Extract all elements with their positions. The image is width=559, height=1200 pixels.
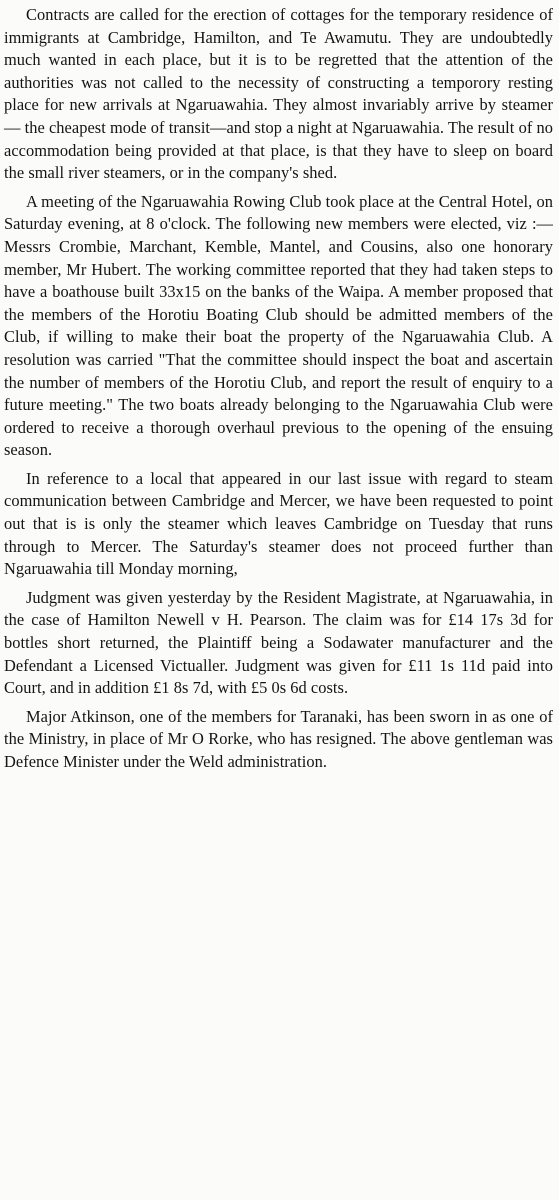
article-paragraph-judgment: Judgment was given yesterday by the Resident Magistrate, at Ngaruawahia, in the case of Hamilton Newell v H. Pearson. The claim was for £14 17s 3d for bottles short returned, the Plaintiff being a Sodawater manufacturer and the Defendant a Licensed Victualler. Judgment was given for £11 1s 11d paid into Court, and in addition £1 8s 7d, with £5 0s 6d costs. bbox=[4, 587, 553, 698]
article-paragraph-ministry: Major Atkinson, one of the members for Taranaki, has been sworn in as one of the Ministry, in place of Mr O Rorke, who has resigned. The above gentleman was Defence Minister under the Weld administration. bbox=[4, 706, 553, 771]
article-paragraph-rowing-club: A meeting of the Ngaruawahia Rowing Club took place at the Central Hotel, on Saturday evening, at 8 o'clock. The following new members were elected, viz :—Messrs Crombie, Marchant, Kemble, Mantel, and Cousins, also one honorary member, Mr Hubert. The working committee reported that they had taken steps to have a boathouse built 33x15 on the banks of the Waipa. A member proposed that the members of the Horotiu Boating Club should be admitted members of the Club, if willing to make their boat the property of the Ngaruawahia Club. A resolution was carried "That the committee should inspect the boat and ascertain the number of members of the Horotiu Club, and report the result of enquiry to a future meeting." The two boats already belonging to the Ngaruawahia Club were ordered to receive a thorough overhaul previous to the opening of the ensuing season. bbox=[4, 191, 553, 460]
article-paragraph-steam-communication: In reference to a local that appeared in our last issue with regard to steam communication between Cambridge and Mercer, we have been requested to point out that is is only the steamer which leaves Cambridge on Tuesday that runs through to Mercer. The Saturday's steamer does not proceed further than Ngaruawahia till Monday morning, bbox=[4, 468, 553, 579]
article-paragraph-immigrant-cottages: Contracts are called for the erection of cottages for the temporary residence of immigrants at Cambridge, Hamilton, and Te Awamutu. They are undoubtedly much wanted in each place, but it is to be regretted that the attention of the authorities was not called to the necessity of constructing a temporory resting place for new arrivals at Ngaruawahia. They almost invariably arrive by steamer — the cheapest mode of transit—and stop a night at Ngaruawahia. The result of no accommodation being provided at that place, is that they have to sleep on board the small river steamers, or in the company's shed. bbox=[4, 5, 553, 183]
